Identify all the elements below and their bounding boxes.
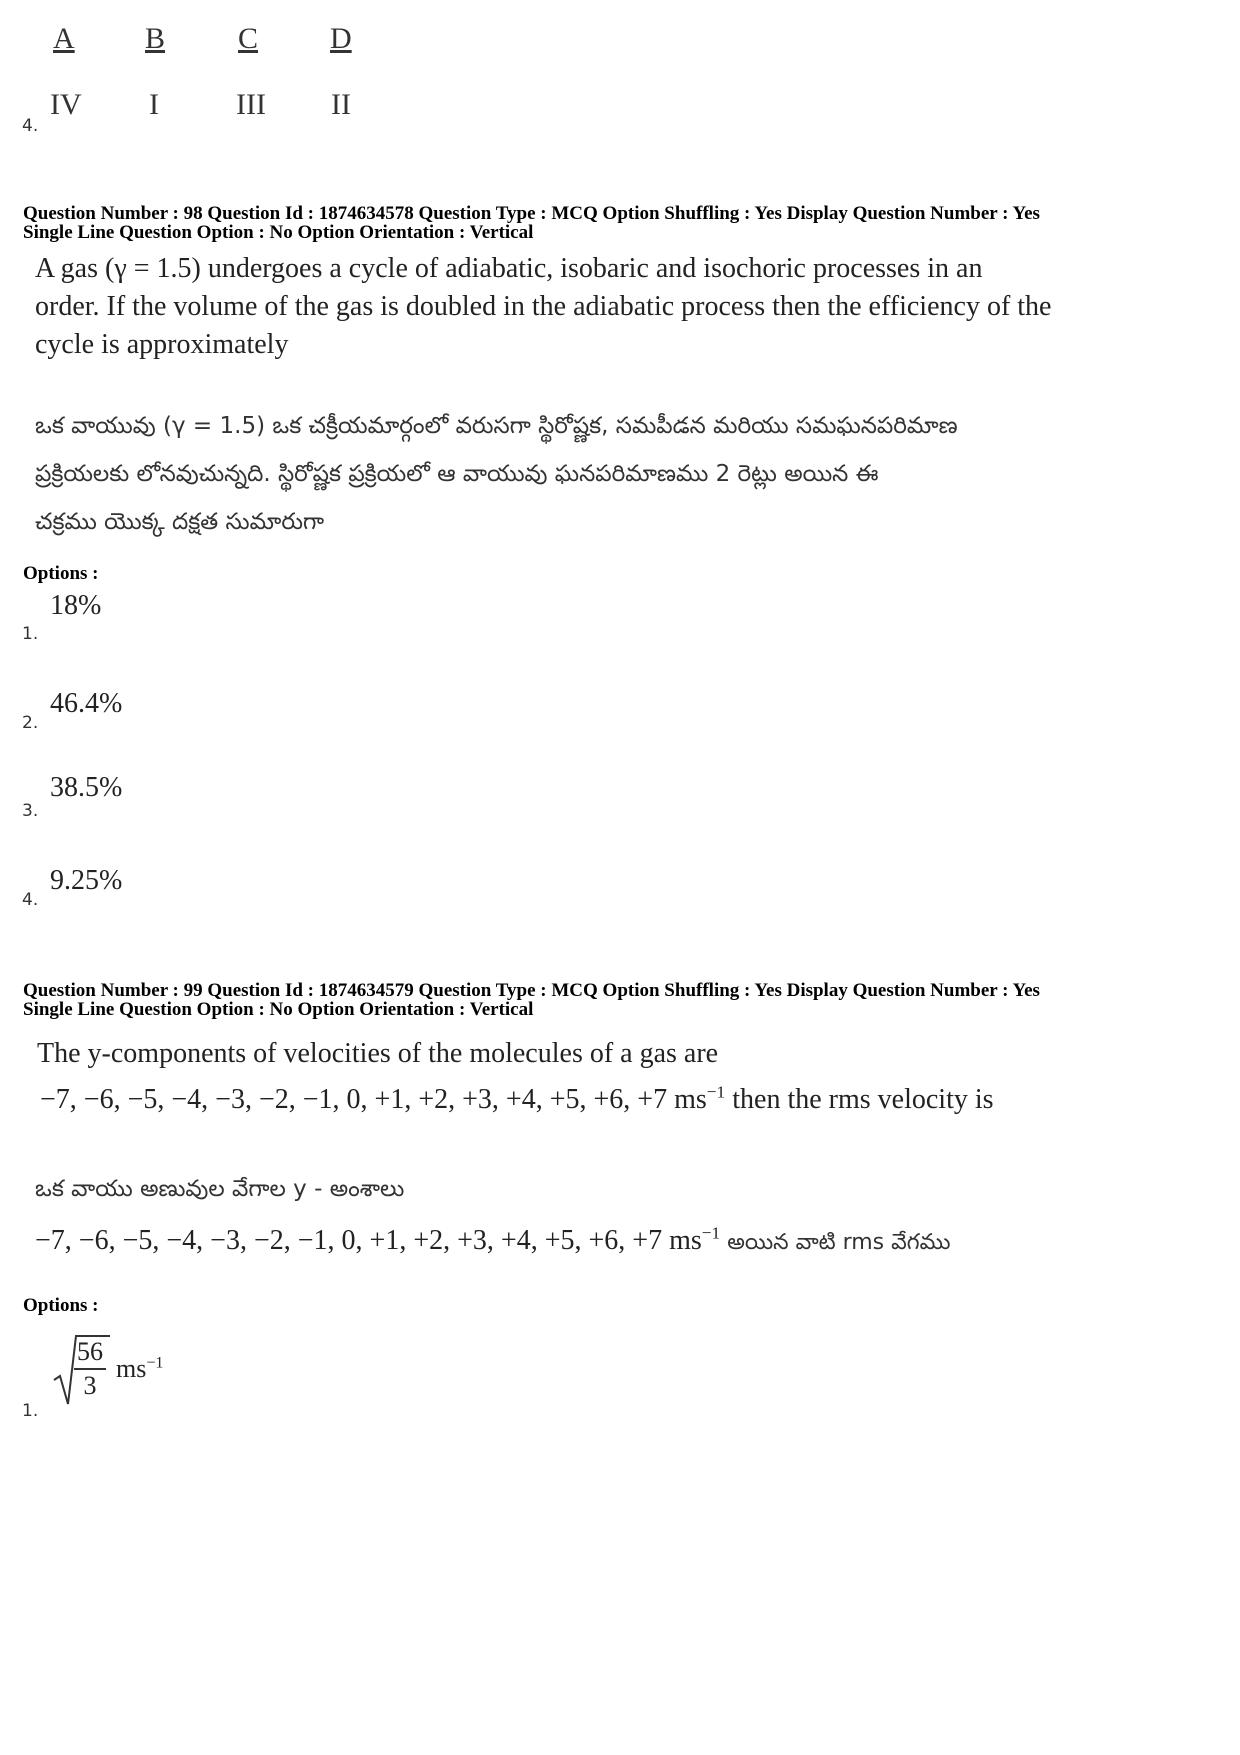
velocity-unit-exponent: −1 — [706, 1082, 726, 1102]
question-99-te-line-1: ఒక వాయు అణువుల వేగాల y - అంశాలు — [35, 1176, 405, 1202]
question-98-text-telugu — [35, 402, 958, 546]
unit-exponent: −1 — [146, 1354, 164, 1372]
option-number: 1. — [22, 1401, 39, 1421]
question-99-en-line-1: The y-components of velocities of the molecules of a gas are — [37, 1038, 719, 1069]
question-98-header-line2: Single Line Question Option : No Option Orientation : Vertical — [23, 222, 534, 243]
fraction-denominator: 3 — [83, 1371, 97, 1400]
question-98-te-line-1: ఒక వాయువు (γ = 1.5) ఒక చక్రీయమార్గంలో వరుసగా స్థిరోష్ణక, సమపీడన మరియు సమఘనపరిమాణ — [35, 413, 958, 439]
velocity-values-te: −7, −6, −5, −4, −3, −2, −1, 0, +1, +2, +3, +4, +5, +6, +7 ms — [35, 1225, 702, 1256]
question-98-te-line-2: ప్రక్రియలకు లోనవుచున్నది. స్థిరోష్ణక ప్రక్రియలో ఆ వాయువు ఘనపరిమాణము 2 రెట్లు అయిన ఈ — [35, 461, 879, 487]
fraction-numerator: 56 — [74, 1336, 106, 1370]
question-99-options-label: Options : — [23, 1295, 99, 1316]
option-number: 4. — [22, 890, 39, 910]
question-99-header-line2: Single Line Question Option : No Option Orientation : Vertical — [23, 999, 534, 1020]
question-98-en-line-2: order. If the volume of the gas is doubled in the adiabatic process then the efficiency of the — [35, 291, 1052, 322]
question-99-en-tail: then the rms velocity is — [732, 1084, 994, 1115]
match-header-c: C — [238, 22, 259, 55]
match-cell-b: I — [149, 88, 159, 121]
velocity-values: −7, −6, −5, −4, −3, −2, −1, 0, +1, +2, +3, +4, +5, +6, +7 ms — [40, 1084, 707, 1115]
match-header-a: A — [53, 22, 75, 55]
option-value: 38.5% — [50, 772, 123, 803]
match-header-b: B — [145, 22, 166, 55]
question-99-te-line-2 — [35, 1219, 951, 1267]
option-number: 1. — [22, 624, 39, 644]
option-unit — [116, 1354, 163, 1384]
question-98-options-label: Options : — [23, 563, 99, 584]
option-number: 3. — [22, 801, 39, 821]
match-cell-a: IV — [50, 88, 82, 121]
question-98-te-line-3: చక్రము యొక్క దక్షత సుమారుగా — [35, 509, 325, 535]
option-value: 46.4% — [50, 688, 123, 719]
question-99-te-tail: అయిన వాటి rms వేగము — [727, 1230, 951, 1255]
option-number: 2. — [22, 713, 39, 733]
question-99-en-line-2 — [40, 1081, 994, 1119]
velocity-unit-exponent-te: −1 — [701, 1223, 721, 1243]
option-value: 9.25% — [50, 865, 123, 896]
question-98-text-english — [35, 250, 1051, 364]
match-header-d: D — [330, 22, 352, 55]
question-99-header-line1: Question Number : 99 Question Id : 1874634579 Question Type : MCQ Option Shuffling : Yes Display Question Number : Yes — [23, 980, 1040, 1001]
unit-text: ms — [116, 1354, 147, 1383]
option-value: 18% — [50, 590, 102, 621]
sqrt-fraction — [74, 1336, 106, 1402]
question-98-header-line1: Question Number : 98 Question Id : 1874634578 Question Type : MCQ Option Shuffling : Yes Display Question Number : Yes — [23, 203, 1040, 224]
question-98-en-line-1: A gas (γ = 1.5) undergoes a cycle of adiabatic, isobaric and isochoric processes in an — [35, 253, 983, 284]
question-98-en-line-3: cycle is approximately — [35, 329, 289, 360]
match-cell-c: III — [236, 88, 266, 121]
match-cell-d: II — [331, 88, 351, 121]
match-option-number[interactable]: 4. — [22, 116, 39, 136]
